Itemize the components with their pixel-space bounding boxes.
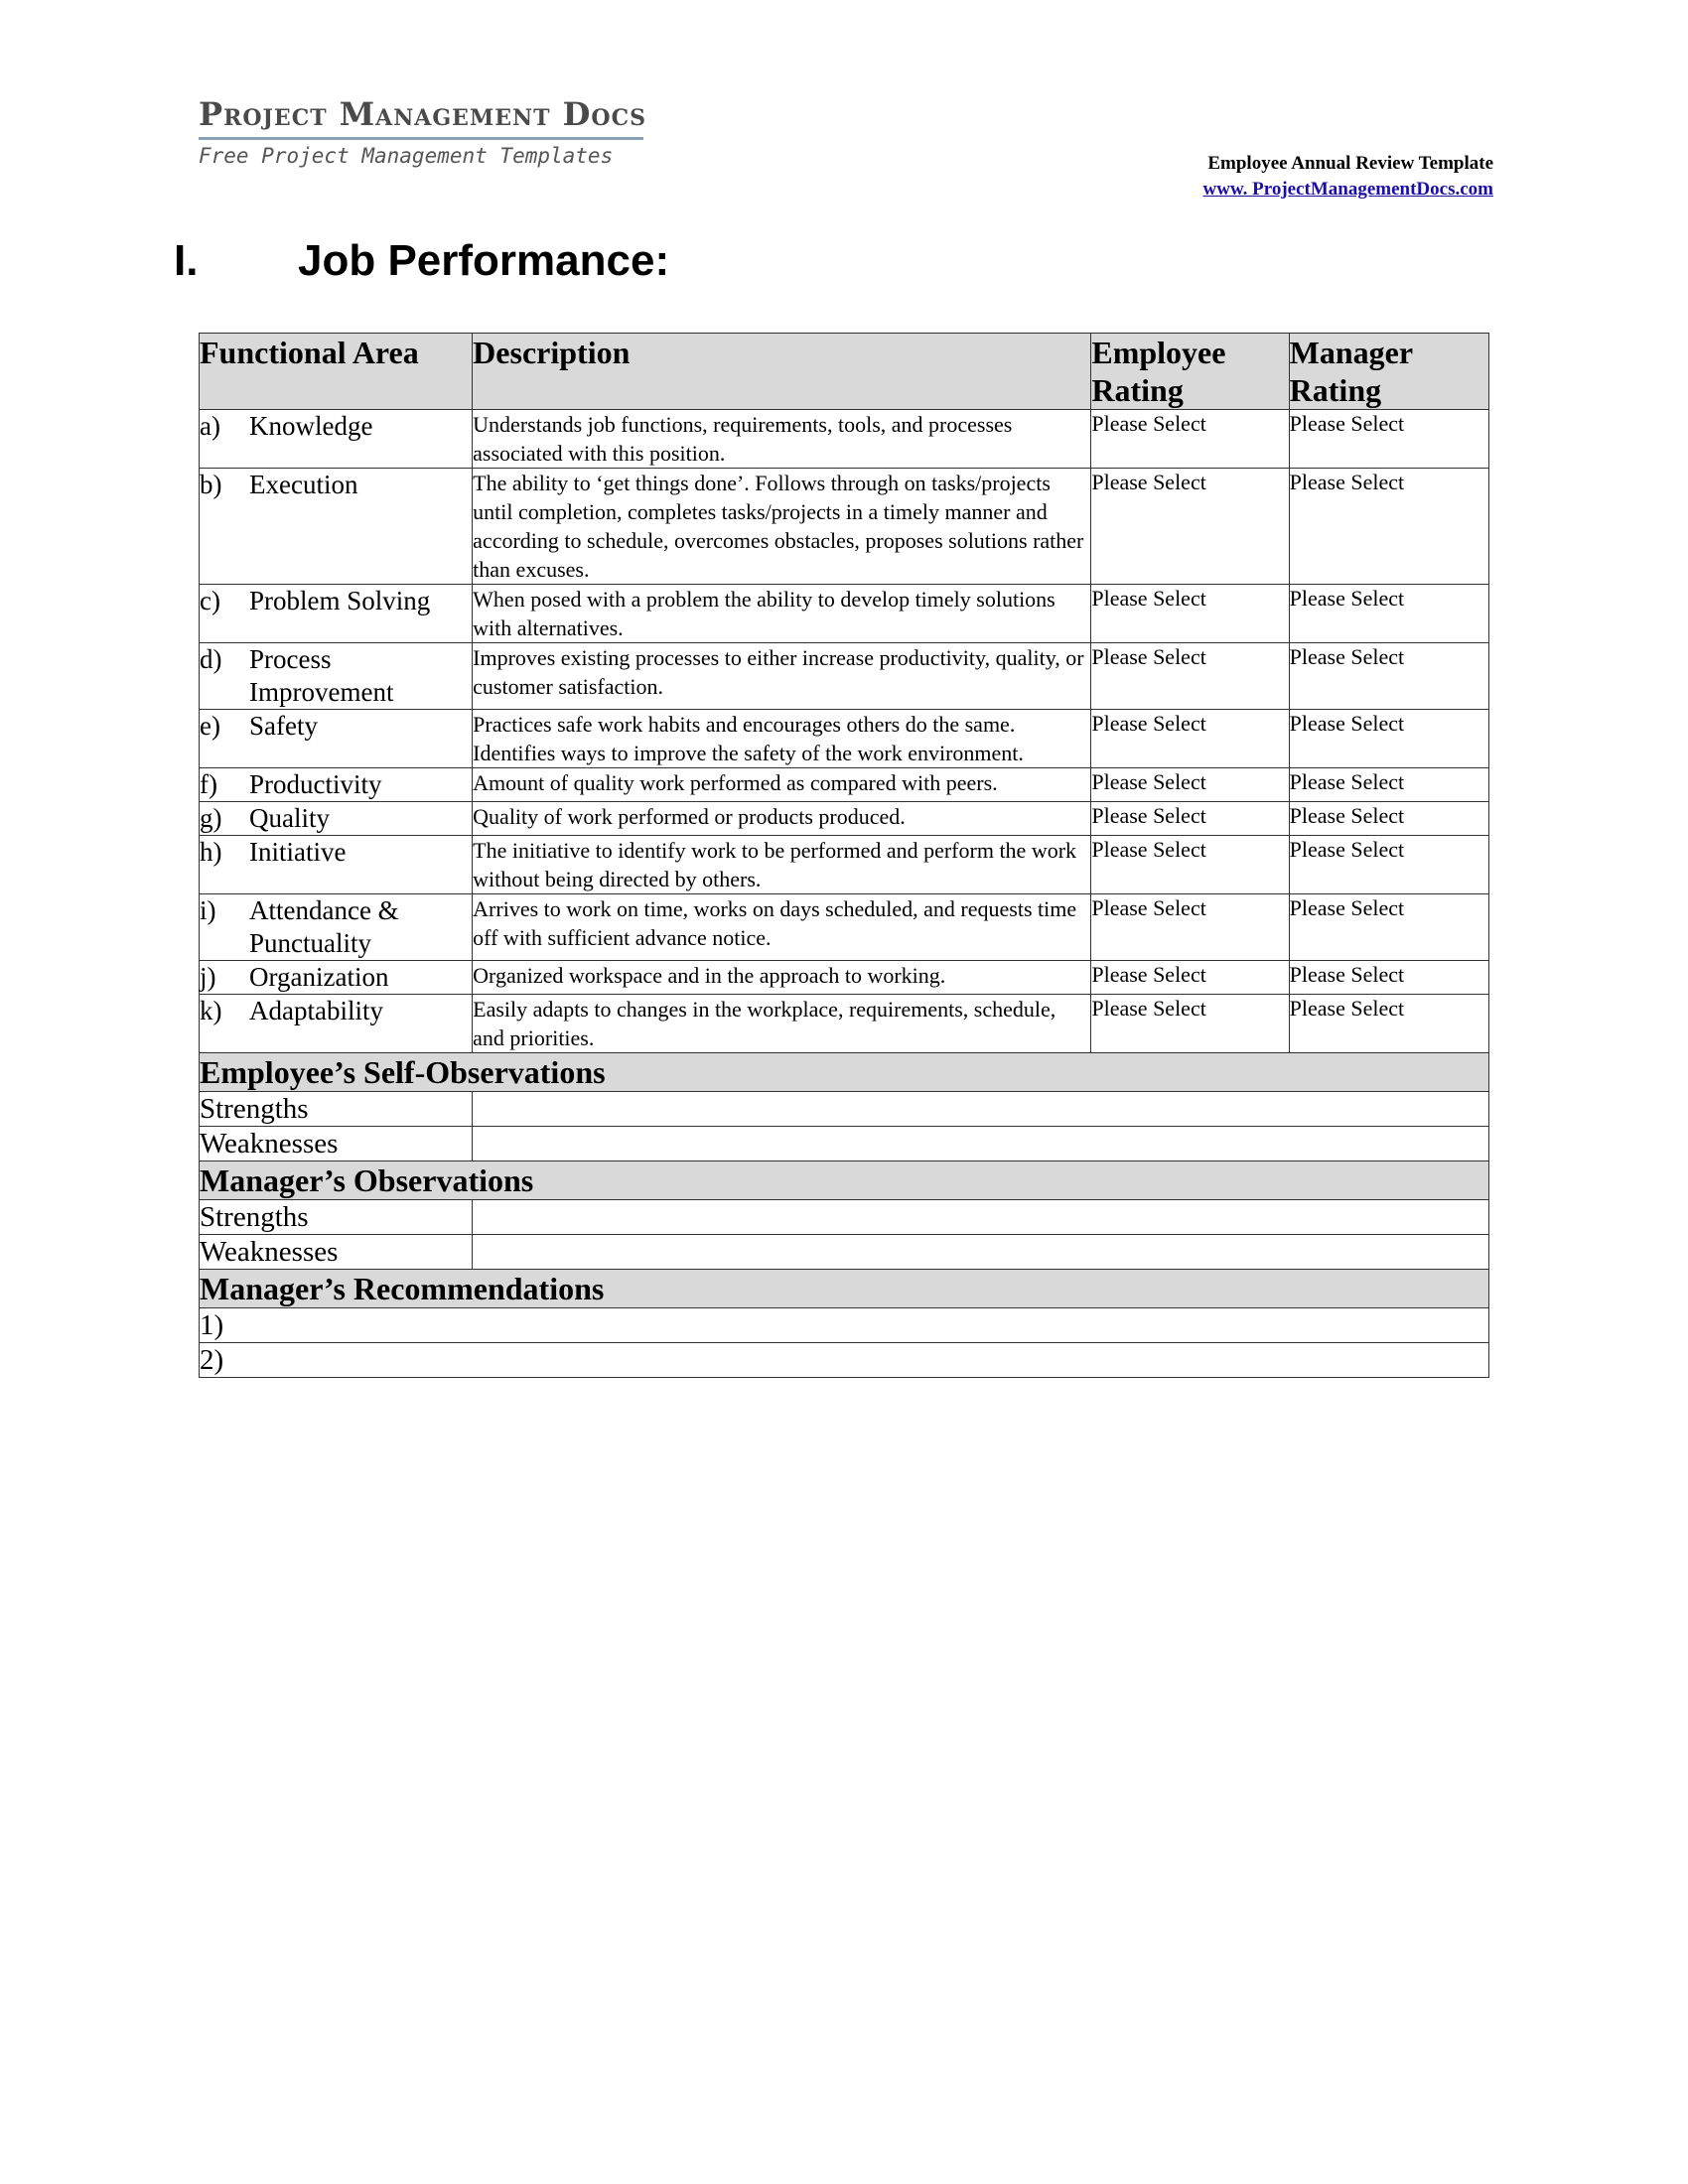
description-cell: Arrives to work on time, works on days scheduled, and requests time off with sufficient advance notice. — [473, 894, 1091, 961]
manager-rating-select[interactable]: Please Select — [1289, 836, 1488, 894]
manager-observations-title: Manager’s Observations — [200, 1161, 1489, 1200]
self-weaknesses-label: Weaknesses — [200, 1127, 473, 1161]
functional-area-cell — [200, 961, 473, 995]
performance-row — [200, 995, 1489, 1053]
section-number: I. — [174, 236, 199, 285]
area-name: Execution — [249, 470, 358, 499]
functional-area-cell — [200, 410, 473, 469]
description-cell: When posed with a problem the ability to develop timely solutions with alternatives. — [473, 585, 1091, 643]
table-header-row — [200, 334, 1489, 410]
area-name: Adaptability — [249, 996, 383, 1025]
description-cell: The ability to ‘get things done’. Follows through on tasks/projects until completion, completes tasks/projects in a timely manner and according to schedule, overcomes obstacles, proposes solutions rather than excuses. — [473, 469, 1091, 585]
logo-subtitle: Free Project Management Templates — [199, 144, 614, 168]
performance-row — [200, 961, 1489, 995]
description-cell: Practices safe work habits and encourages others do the same. Identifies ways to improve the safety of the work environment. — [473, 710, 1091, 768]
employee-rating-select[interactable]: Please Select — [1091, 836, 1289, 894]
employee-rating-select[interactable]: Please Select — [1091, 961, 1289, 995]
manager-rating-select[interactable]: Please Select — [1289, 894, 1488, 961]
description-cell: Amount of quality work performed as compared with peers. — [473, 768, 1091, 802]
performance-row — [200, 410, 1489, 469]
area-name: Productivity — [249, 769, 382, 799]
manager-rating-select[interactable]: Please Select — [1289, 961, 1488, 995]
description-cell: Quality of work performed or products produced. — [473, 802, 1091, 836]
section-title: Job Performance: — [298, 236, 670, 285]
functional-area-cell — [200, 469, 473, 585]
document-title: Employee Annual Review Template — [1207, 153, 1493, 174]
performance-row — [200, 710, 1489, 768]
area-letter: a) — [200, 411, 220, 441]
recommendations-band — [200, 1270, 1489, 1308]
employee-rating-select[interactable]: Please Select — [1091, 410, 1289, 469]
header-manager-rating: Manager Rating — [1289, 334, 1488, 410]
area-name: Process Improvement — [249, 644, 394, 707]
manager-rating-select[interactable]: Please Select — [1289, 710, 1488, 768]
area-letter: f) — [200, 769, 217, 799]
performance-row — [200, 802, 1489, 836]
area-letter: e) — [200, 711, 220, 741]
area-letter: d) — [200, 644, 222, 674]
recommendations-title: Manager’s Recommendations — [200, 1270, 1489, 1308]
manager-rating-select[interactable]: Please Select — [1289, 585, 1488, 643]
self-observations-title: Employee’s Self-Observations — [200, 1053, 1489, 1092]
performance-row — [200, 469, 1489, 585]
header-employee-rating: Employee Rating — [1091, 334, 1289, 410]
manager-strengths-label: Strengths — [200, 1200, 473, 1235]
manager-rating-select[interactable]: Please Select — [1289, 469, 1488, 585]
manager-strengths-field[interactable] — [473, 1200, 1489, 1235]
functional-area-cell — [200, 710, 473, 768]
self-weaknesses-row — [200, 1127, 1489, 1161]
logo-divider — [199, 137, 643, 140]
description-cell: The initiative to identify work to be performed and perform the work without being directed by others. — [473, 836, 1091, 894]
area-letter: j) — [200, 962, 216, 992]
performance-row — [200, 585, 1489, 643]
functional-area-cell — [200, 836, 473, 894]
manager-weaknesses-row — [200, 1235, 1489, 1270]
employee-rating-select[interactable]: Please Select — [1091, 710, 1289, 768]
area-letter: c) — [200, 586, 220, 615]
area-name: Knowledge — [249, 411, 373, 441]
area-name: Safety — [249, 711, 318, 741]
area-letter: h) — [200, 837, 222, 867]
area-name: Attendance & Punctuality — [249, 895, 399, 958]
employee-rating-select[interactable]: Please Select — [1091, 585, 1289, 643]
employee-rating-select[interactable]: Please Select — [1091, 802, 1289, 836]
self-weaknesses-field[interactable] — [473, 1127, 1489, 1161]
performance-row — [200, 894, 1489, 961]
employee-rating-select[interactable]: Please Select — [1091, 995, 1289, 1053]
functional-area-cell — [200, 768, 473, 802]
manager-observations-band — [200, 1161, 1489, 1200]
self-strengths-row — [200, 1092, 1489, 1127]
area-letter: b) — [200, 470, 222, 499]
header-functional-area: Functional Area — [200, 334, 473, 410]
website-link[interactable]: www. ProjectManagementDocs.com — [1202, 179, 1493, 200]
employee-rating-select[interactable]: Please Select — [1091, 469, 1289, 585]
description-cell: Understands job functions, requirements, tools, and processes associated with this position. — [473, 410, 1091, 469]
area-name: Quality — [249, 803, 330, 833]
self-observations-band — [200, 1053, 1489, 1092]
employee-rating-select[interactable]: Please Select — [1091, 894, 1289, 961]
recommendation-row-1 — [200, 1308, 1489, 1343]
self-strengths-field[interactable] — [473, 1092, 1489, 1127]
manager-rating-select[interactable]: Please Select — [1289, 643, 1488, 710]
manager-rating-select[interactable]: Please Select — [1289, 410, 1488, 469]
header-description: Description — [473, 334, 1091, 410]
document-header — [1203, 151, 1493, 203]
employee-rating-select[interactable]: Please Select — [1091, 643, 1289, 710]
company-logo — [199, 95, 655, 169]
logo-title: Project Management Docs — [199, 95, 646, 133]
area-letter: g) — [200, 803, 222, 833]
area-name: Organization — [249, 962, 389, 992]
manager-rating-select[interactable]: Please Select — [1289, 995, 1488, 1053]
area-letter: k) — [200, 996, 222, 1025]
area-name: Initiative — [249, 837, 347, 867]
area-name: Problem Solving — [249, 586, 431, 615]
area-letter: i) — [200, 895, 216, 925]
functional-area-cell — [200, 643, 473, 710]
recommendation-field-2[interactable]: 2) — [200, 1343, 1489, 1378]
recommendation-field-1[interactable]: 1) — [200, 1308, 1489, 1343]
performance-row — [200, 768, 1489, 802]
description-cell: Improves existing processes to either increase productivity, quality, or customer satisfaction. — [473, 643, 1091, 710]
description-cell: Easily adapts to changes in the workplace, requirements, schedule, and priorities. — [473, 995, 1091, 1053]
recommendation-row-2 — [200, 1343, 1489, 1378]
section-heading — [174, 234, 669, 288]
manager-rating-select[interactable]: Please Select — [1289, 768, 1488, 802]
manager-rating-select[interactable]: Please Select — [1289, 802, 1488, 836]
employee-rating-select[interactable]: Please Select — [1091, 768, 1289, 802]
functional-area-cell — [200, 894, 473, 961]
manager-strengths-row — [200, 1200, 1489, 1235]
manager-weaknesses-label: Weaknesses — [200, 1235, 473, 1270]
manager-weaknesses-field[interactable] — [473, 1235, 1489, 1270]
functional-area-cell — [200, 585, 473, 643]
performance-row — [200, 836, 1489, 894]
description-cell: Organized workspace and in the approach to working. — [473, 961, 1091, 995]
functional-area-cell — [200, 802, 473, 836]
job-performance-table — [199, 333, 1489, 1378]
functional-area-cell — [200, 995, 473, 1053]
performance-row — [200, 643, 1489, 710]
self-strengths-label: Strengths — [200, 1092, 473, 1127]
